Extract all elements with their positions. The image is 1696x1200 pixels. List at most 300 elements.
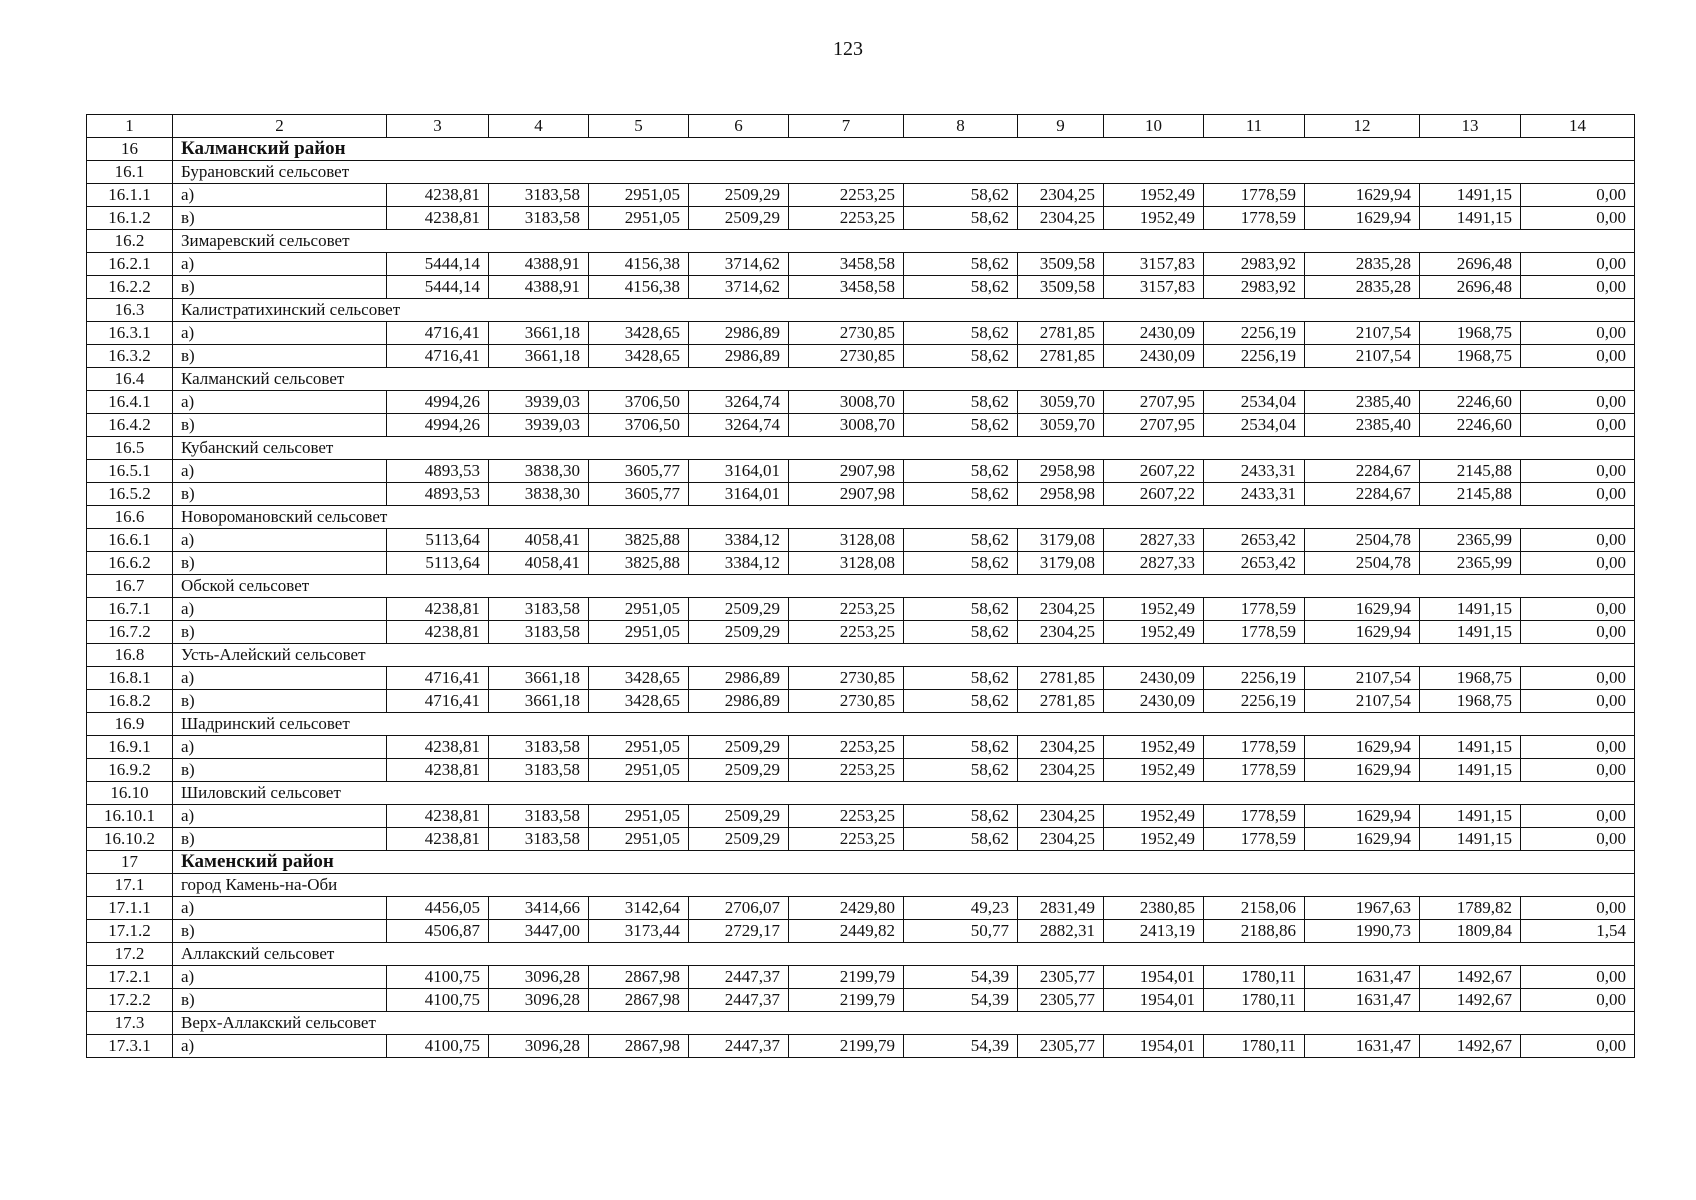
header-cell: 9	[1018, 115, 1104, 138]
value-cell: 4716,41	[387, 690, 489, 713]
section-row	[87, 161, 1635, 184]
value-cell: 0,00	[1521, 483, 1635, 506]
value-cell: 1967,63	[1305, 897, 1420, 920]
value-cell: 3183,58	[489, 207, 589, 230]
row-code: 16.1.2	[87, 207, 173, 230]
value-cell: 2449,82	[789, 920, 904, 943]
value-cell: 0,00	[1521, 1035, 1635, 1058]
row-variant: а)	[173, 897, 387, 920]
row-variant: а)	[173, 253, 387, 276]
value-cell: 58,62	[904, 552, 1018, 575]
value-cell: 58,62	[904, 207, 1018, 230]
value-cell: 3183,58	[489, 598, 589, 621]
value-cell: 3706,50	[589, 391, 689, 414]
value-cell: 58,62	[904, 759, 1018, 782]
header-cell: 4	[489, 115, 589, 138]
value-cell: 3428,65	[589, 322, 689, 345]
section-name: Калистратихинский сельсовет	[173, 299, 1635, 322]
section-name: Аллакский сельсовет	[173, 943, 1635, 966]
value-cell: 1952,49	[1104, 759, 1204, 782]
value-cell: 1631,47	[1305, 1035, 1420, 1058]
value-cell: 2607,22	[1104, 460, 1204, 483]
value-cell: 3661,18	[489, 322, 589, 345]
value-cell: 2509,29	[689, 759, 789, 782]
table-row	[87, 805, 1635, 828]
value-cell: 2951,05	[589, 598, 689, 621]
row-code: 16	[87, 138, 173, 161]
value-cell: 3714,62	[689, 253, 789, 276]
district-name: Калманский район	[173, 138, 1635, 161]
value-cell: 3384,12	[689, 529, 789, 552]
row-code: 16.9.1	[87, 736, 173, 759]
value-cell: 2256,19	[1204, 322, 1305, 345]
value-cell: 4238,81	[387, 621, 489, 644]
row-code: 17.1.1	[87, 897, 173, 920]
value-cell: 0,00	[1521, 690, 1635, 713]
value-cell: 4893,53	[387, 483, 489, 506]
value-cell: 3173,44	[589, 920, 689, 943]
value-cell: 1629,94	[1305, 759, 1420, 782]
value-cell: 3605,77	[589, 460, 689, 483]
value-cell: 2958,98	[1018, 483, 1104, 506]
row-variant: а)	[173, 805, 387, 828]
value-cell: 1780,11	[1204, 966, 1305, 989]
value-cell: 1629,94	[1305, 184, 1420, 207]
value-cell: 2983,92	[1204, 253, 1305, 276]
value-cell: 2380,85	[1104, 897, 1204, 920]
table-row	[87, 207, 1635, 230]
value-cell: 1629,94	[1305, 621, 1420, 644]
value-cell: 3428,65	[589, 690, 689, 713]
row-code: 16.9	[87, 713, 173, 736]
value-cell: 5444,14	[387, 276, 489, 299]
table-row	[87, 483, 1635, 506]
value-cell: 1780,11	[1204, 989, 1305, 1012]
value-cell: 2986,89	[689, 690, 789, 713]
value-cell: 2304,25	[1018, 828, 1104, 851]
value-cell: 2429,80	[789, 897, 904, 920]
table-row	[87, 253, 1635, 276]
value-cell: 1778,59	[1204, 184, 1305, 207]
row-variant: а)	[173, 391, 387, 414]
row-code: 17.1.2	[87, 920, 173, 943]
value-cell: 3096,28	[489, 1035, 589, 1058]
row-code: 16.5.2	[87, 483, 173, 506]
header-cell: 14	[1521, 115, 1635, 138]
section-row	[87, 1012, 1635, 1035]
value-cell: 58,62	[904, 529, 1018, 552]
value-cell: 0,00	[1521, 667, 1635, 690]
value-cell: 2951,05	[589, 759, 689, 782]
value-cell: 3183,58	[489, 828, 589, 851]
row-code: 17.2	[87, 943, 173, 966]
value-cell: 2447,37	[689, 989, 789, 1012]
value-cell: 4994,26	[387, 414, 489, 437]
value-cell: 1952,49	[1104, 621, 1204, 644]
header-cell: 5	[589, 115, 689, 138]
row-variant: а)	[173, 966, 387, 989]
table-row	[87, 529, 1635, 552]
value-cell: 1491,15	[1420, 805, 1521, 828]
row-code: 16.6.2	[87, 552, 173, 575]
section-name: Зимаревский сельсовет	[173, 230, 1635, 253]
value-cell: 4716,41	[387, 345, 489, 368]
section-name: Кубанский сельсовет	[173, 437, 1635, 460]
header-row	[87, 115, 1635, 138]
value-cell: 2413,19	[1104, 920, 1204, 943]
value-cell: 1968,75	[1420, 667, 1521, 690]
value-cell: 0,00	[1521, 414, 1635, 437]
value-cell: 2730,85	[789, 667, 904, 690]
value-cell: 0,00	[1521, 759, 1635, 782]
row-code: 17.3.1	[87, 1035, 173, 1058]
value-cell: 1952,49	[1104, 736, 1204, 759]
row-code: 17.2.2	[87, 989, 173, 1012]
value-cell: 1968,75	[1420, 322, 1521, 345]
value-cell: 2284,67	[1305, 483, 1420, 506]
value-cell: 2653,42	[1204, 529, 1305, 552]
value-cell: 4238,81	[387, 207, 489, 230]
value-cell: 2986,89	[689, 345, 789, 368]
value-cell: 2433,31	[1204, 483, 1305, 506]
value-cell: 2304,25	[1018, 759, 1104, 782]
value-cell: 2509,29	[689, 207, 789, 230]
value-cell: 2188,86	[1204, 920, 1305, 943]
value-cell: 4238,81	[387, 828, 489, 851]
section-row	[87, 230, 1635, 253]
table-row	[87, 759, 1635, 782]
value-cell: 2199,79	[789, 966, 904, 989]
value-cell: 3183,58	[489, 736, 589, 759]
value-cell: 58,62	[904, 276, 1018, 299]
value-cell: 2907,98	[789, 483, 904, 506]
row-code: 16.8	[87, 644, 173, 667]
value-cell: 0,00	[1521, 529, 1635, 552]
row-code: 16.6.1	[87, 529, 173, 552]
value-cell: 2509,29	[689, 736, 789, 759]
value-cell: 4716,41	[387, 667, 489, 690]
row-code: 16.8.2	[87, 690, 173, 713]
row-code: 16.5.1	[87, 460, 173, 483]
row-variant: в)	[173, 207, 387, 230]
value-cell: 1491,15	[1420, 621, 1521, 644]
value-cell: 2509,29	[689, 805, 789, 828]
value-cell: 58,62	[904, 736, 1018, 759]
header-cell: 6	[689, 115, 789, 138]
value-cell: 3128,08	[789, 552, 904, 575]
value-cell: 3157,83	[1104, 276, 1204, 299]
value-cell: 2534,04	[1204, 391, 1305, 414]
row-variant: в)	[173, 759, 387, 782]
value-cell: 2827,33	[1104, 552, 1204, 575]
value-cell: 2253,25	[789, 598, 904, 621]
row-code: 16.10.2	[87, 828, 173, 851]
value-cell: 4238,81	[387, 598, 489, 621]
section-row	[87, 644, 1635, 667]
value-cell: 3706,50	[589, 414, 689, 437]
value-cell: 58,62	[904, 805, 1018, 828]
row-variant: в)	[173, 483, 387, 506]
value-cell: 1492,67	[1420, 966, 1521, 989]
value-cell: 3157,83	[1104, 253, 1204, 276]
row-code: 16.2.2	[87, 276, 173, 299]
value-cell: 2430,09	[1104, 667, 1204, 690]
value-cell: 3458,58	[789, 276, 904, 299]
value-cell: 2256,19	[1204, 690, 1305, 713]
value-cell: 3509,58	[1018, 276, 1104, 299]
value-cell: 3179,08	[1018, 529, 1104, 552]
table-row	[87, 391, 1635, 414]
value-cell: 2986,89	[689, 322, 789, 345]
district-row	[87, 138, 1635, 161]
row-code: 17.1	[87, 874, 173, 897]
value-cell: 3264,74	[689, 414, 789, 437]
value-cell: 50,77	[904, 920, 1018, 943]
value-cell: 2835,28	[1305, 253, 1420, 276]
value-cell: 4100,75	[387, 1035, 489, 1058]
section-name: Бурановский сельсовет	[173, 161, 1635, 184]
row-code: 16.5	[87, 437, 173, 460]
value-cell: 1778,59	[1204, 621, 1305, 644]
section-row	[87, 299, 1635, 322]
value-cell: 3128,08	[789, 529, 904, 552]
value-cell: 2729,17	[689, 920, 789, 943]
value-cell: 0,00	[1521, 598, 1635, 621]
value-cell: 2305,77	[1018, 989, 1104, 1012]
value-cell: 2430,09	[1104, 345, 1204, 368]
value-cell: 2253,25	[789, 621, 904, 644]
row-code: 17	[87, 851, 173, 874]
value-cell: 2867,98	[589, 966, 689, 989]
row-variant: в)	[173, 989, 387, 1012]
value-cell: 58,62	[904, 391, 1018, 414]
page-number: 123	[833, 38, 863, 60]
value-cell: 2707,95	[1104, 414, 1204, 437]
header-cell: 2	[173, 115, 387, 138]
row-variant: в)	[173, 345, 387, 368]
section-row	[87, 713, 1635, 736]
value-cell: 3059,70	[1018, 414, 1104, 437]
value-cell: 0,00	[1521, 552, 1635, 575]
value-cell: 3447,00	[489, 920, 589, 943]
table-row	[87, 736, 1635, 759]
value-cell: 2504,78	[1305, 529, 1420, 552]
section-row	[87, 874, 1635, 897]
value-cell: 3661,18	[489, 345, 589, 368]
section-name: Усть-Алейский сельсовет	[173, 644, 1635, 667]
header-cell: 12	[1305, 115, 1420, 138]
value-cell: 1778,59	[1204, 598, 1305, 621]
value-cell: 1954,01	[1104, 989, 1204, 1012]
value-cell: 2951,05	[589, 621, 689, 644]
row-code: 16.8.1	[87, 667, 173, 690]
header-cell: 10	[1104, 115, 1204, 138]
table-row	[87, 897, 1635, 920]
row-variant: а)	[173, 184, 387, 207]
section-name: Обской сельсовет	[173, 575, 1635, 598]
value-cell: 2256,19	[1204, 345, 1305, 368]
value-cell: 1629,94	[1305, 736, 1420, 759]
value-cell: 2509,29	[689, 184, 789, 207]
value-cell: 2145,88	[1420, 460, 1521, 483]
value-cell: 0,00	[1521, 276, 1635, 299]
value-cell: 58,62	[904, 828, 1018, 851]
value-cell: 1629,94	[1305, 598, 1420, 621]
value-cell: 3183,58	[489, 184, 589, 207]
value-cell: 58,62	[904, 460, 1018, 483]
value-cell: 2304,25	[1018, 207, 1104, 230]
table-row	[87, 690, 1635, 713]
table-row	[87, 276, 1635, 299]
value-cell: 2696,48	[1420, 276, 1521, 299]
value-cell: 3661,18	[489, 667, 589, 690]
value-cell: 2253,25	[789, 805, 904, 828]
value-cell: 3008,70	[789, 391, 904, 414]
section-name: город Камень-на-Оби	[173, 874, 1635, 897]
value-cell: 3183,58	[489, 759, 589, 782]
table-row	[87, 460, 1635, 483]
value-cell: 2304,25	[1018, 621, 1104, 644]
value-cell: 0,00	[1521, 805, 1635, 828]
value-cell: 2951,05	[589, 736, 689, 759]
value-cell: 0,00	[1521, 322, 1635, 345]
value-cell: 58,62	[904, 414, 1018, 437]
value-cell: 2882,31	[1018, 920, 1104, 943]
row-code: 16.9.2	[87, 759, 173, 782]
row-code: 16.3.2	[87, 345, 173, 368]
value-cell: 0,00	[1521, 207, 1635, 230]
value-cell: 58,62	[904, 322, 1018, 345]
value-cell: 1778,59	[1204, 736, 1305, 759]
value-cell: 1952,49	[1104, 598, 1204, 621]
value-cell: 4456,05	[387, 897, 489, 920]
value-cell: 58,62	[904, 621, 1018, 644]
value-cell: 2781,85	[1018, 667, 1104, 690]
value-cell: 4058,41	[489, 529, 589, 552]
value-cell: 2730,85	[789, 690, 904, 713]
value-cell: 4238,81	[387, 759, 489, 782]
value-cell: 58,62	[904, 345, 1018, 368]
header-cell: 11	[1204, 115, 1305, 138]
header-cell: 3	[387, 115, 489, 138]
value-cell: 2107,54	[1305, 667, 1420, 690]
value-cell: 0,00	[1521, 345, 1635, 368]
value-cell: 4893,53	[387, 460, 489, 483]
value-cell: 3183,58	[489, 621, 589, 644]
value-cell: 2385,40	[1305, 414, 1420, 437]
value-cell: 3838,30	[489, 460, 589, 483]
value-cell: 49,23	[904, 897, 1018, 920]
value-cell: 4388,91	[489, 276, 589, 299]
table-row	[87, 667, 1635, 690]
row-variant: в)	[173, 690, 387, 713]
value-cell: 3509,58	[1018, 253, 1104, 276]
value-cell: 3838,30	[489, 483, 589, 506]
row-code: 16.6	[87, 506, 173, 529]
value-cell: 3414,66	[489, 897, 589, 920]
value-cell: 3179,08	[1018, 552, 1104, 575]
value-cell: 2983,92	[1204, 276, 1305, 299]
row-code: 16.7	[87, 575, 173, 598]
section-row	[87, 575, 1635, 598]
value-cell: 4058,41	[489, 552, 589, 575]
value-cell: 2253,25	[789, 759, 904, 782]
section-row	[87, 506, 1635, 529]
value-cell: 4506,87	[387, 920, 489, 943]
value-cell: 2951,05	[589, 207, 689, 230]
row-code: 17.2.1	[87, 966, 173, 989]
value-cell: 2305,77	[1018, 966, 1104, 989]
value-cell: 2447,37	[689, 966, 789, 989]
value-cell: 1631,47	[1305, 966, 1420, 989]
row-variant: а)	[173, 460, 387, 483]
value-cell: 1952,49	[1104, 184, 1204, 207]
value-cell: 0,00	[1521, 391, 1635, 414]
value-cell: 2730,85	[789, 345, 904, 368]
value-cell: 2509,29	[689, 598, 789, 621]
value-cell: 2199,79	[789, 1035, 904, 1058]
value-cell: 1629,94	[1305, 207, 1420, 230]
table-row	[87, 828, 1635, 851]
value-cell: 2707,95	[1104, 391, 1204, 414]
value-cell: 3096,28	[489, 989, 589, 1012]
value-cell: 4156,38	[589, 276, 689, 299]
row-variant: а)	[173, 1035, 387, 1058]
value-cell: 2958,98	[1018, 460, 1104, 483]
value-cell: 54,39	[904, 966, 1018, 989]
value-cell: 2835,28	[1305, 276, 1420, 299]
header-cell: 13	[1420, 115, 1521, 138]
value-cell: 2867,98	[589, 1035, 689, 1058]
value-cell: 2253,25	[789, 184, 904, 207]
value-cell: 1954,01	[1104, 1035, 1204, 1058]
value-cell: 2145,88	[1420, 483, 1521, 506]
value-cell: 4100,75	[387, 989, 489, 1012]
section-name: Шадринский сельсовет	[173, 713, 1635, 736]
value-cell: 4388,91	[489, 253, 589, 276]
value-cell: 2534,04	[1204, 414, 1305, 437]
table-row	[87, 552, 1635, 575]
value-cell: 2831,49	[1018, 897, 1104, 920]
value-cell: 2246,60	[1420, 414, 1521, 437]
value-cell: 2781,85	[1018, 690, 1104, 713]
value-cell: 2107,54	[1305, 322, 1420, 345]
row-variant: а)	[173, 322, 387, 345]
value-cell: 2781,85	[1018, 322, 1104, 345]
value-cell: 4994,26	[387, 391, 489, 414]
value-cell: 1778,59	[1204, 805, 1305, 828]
value-cell: 58,62	[904, 483, 1018, 506]
row-variant: в)	[173, 621, 387, 644]
value-cell: 2284,67	[1305, 460, 1420, 483]
value-cell: 2253,25	[789, 207, 904, 230]
value-cell: 3142,64	[589, 897, 689, 920]
value-cell: 4238,81	[387, 184, 489, 207]
value-cell: 1629,94	[1305, 805, 1420, 828]
value-cell: 1491,15	[1420, 759, 1521, 782]
value-cell: 0,00	[1521, 253, 1635, 276]
value-cell: 1491,15	[1420, 184, 1521, 207]
value-cell: 4238,81	[387, 805, 489, 828]
value-cell: 3059,70	[1018, 391, 1104, 414]
value-cell: 2246,60	[1420, 391, 1521, 414]
value-cell: 1491,15	[1420, 207, 1521, 230]
value-cell: 2304,25	[1018, 184, 1104, 207]
row-code: 16.10	[87, 782, 173, 805]
value-cell: 1952,49	[1104, 805, 1204, 828]
section-row	[87, 368, 1635, 391]
value-cell: 5113,64	[387, 529, 489, 552]
